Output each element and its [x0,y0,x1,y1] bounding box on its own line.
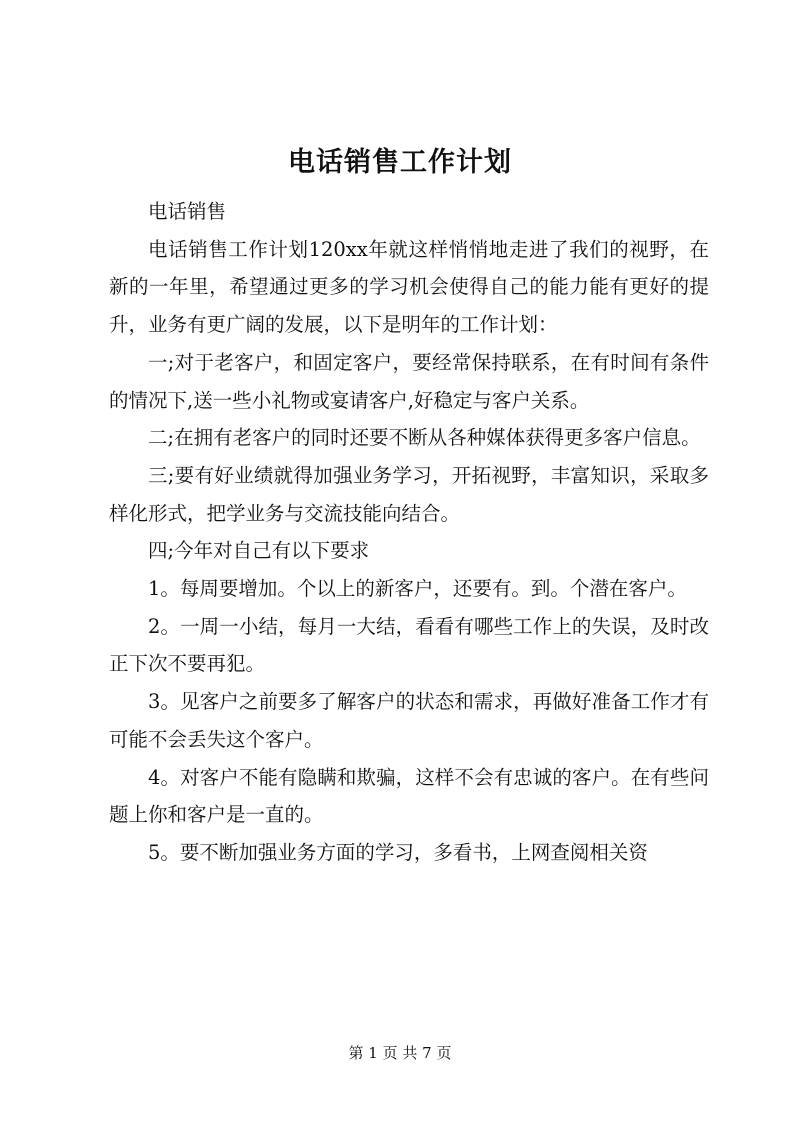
document-title: 电话销售工作计划 [288,147,512,178]
paragraph: 二;在拥有老客户的同时还要不断从各种媒体获得更多客户信息。 [148,426,701,450]
paragraph: 3。见客户之前要多了解客户的状态和需求，再做好准备工作才有可能不会丢失这个客户。 [109,690,709,751]
paragraph: 电话销售工作计划120xx年就这样悄悄地走进了我们的视野，在新的一年里，希望通过更多的学习机会使得自己的能力能有更好的提升，业务有更广阔的发展，以下是明年的工作计划： [109,237,709,337]
paragraph: 一;对于老客户，和固定客户，要经常保持联系，在有时间有条件的情况下,送一些小礼物或宴请客户,好稳定与客户关系。 [109,350,709,412]
paragraph: 电话销售 [148,200,227,223]
paragraph: 5。要不断加强业务方面的学习，多看书，上网查阅相关资 [148,840,648,864]
document-body [109,193,709,872]
paragraph: 1。每周要增加。个以上的新客户，还要有。到。个潜在客户。 [148,577,687,601]
page-footer: 第 1 页 共 7 页 [348,1044,452,1062]
paragraph: 2。一周一小结，每月一大结，看看有哪些工作上的失误，及时改正下次不要再犯。 [109,614,709,676]
paragraph: 四;今年对自己有以下要求 [148,539,370,563]
paragraph: 三;要有好业绩就得加强业务学习，开拓视野，丰富知识，采取多样化形式，把学业务与交流技能向结合。 [109,463,709,525]
paragraph: 4。对客户不能有隐瞒和欺骗，这样不会有忠诚的客户。在有些问题上你和客户是一直的。 [109,765,709,827]
